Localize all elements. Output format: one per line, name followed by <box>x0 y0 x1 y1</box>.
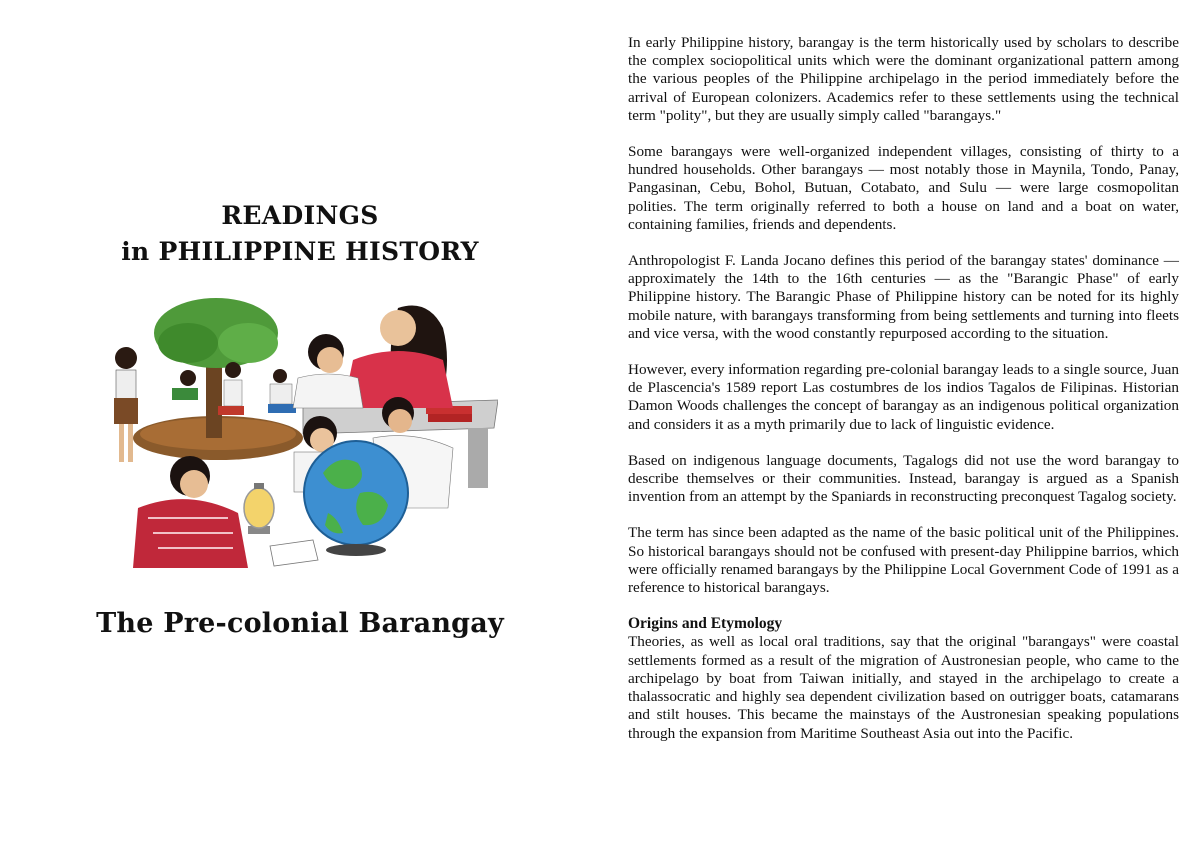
book-title-line2: in PHILIPPINE HISTORY <box>121 237 479 266</box>
paragraph-1: In early Philippine history, barangay is the term historically used by scholars to describe the complex sociopolitical units which were the dominant organizational pattern among the various peoples of the Philippine archipelago in the period immediately before the arrival of European colonizers. Academics refer to these settlements using the technical term "polity", but they are usually simply called "barangays." <box>628 34 1179 124</box>
students-reading-illustration-icon <box>98 288 498 578</box>
book-title-line1: READINGS <box>221 201 379 230</box>
section-heading: Origins and Etymology <box>628 615 783 633</box>
paragraph-5: Based on indigenous language documents, Tagalogs did not use the word barangay to describe themselves or their communities. Instead, barangay is argued as a Spanish invention from an attempt by the Spaniards in reconstructing preconquest Tagalog society. <box>628 451 1179 506</box>
section-paragraph: Theories, as well as local oral traditions, say that the original "barangays" were coastal settlements formed as a result of the migration of Austronesian people, who came to the archipelago by boat from Taiwan initially, and stayed in the archipelago to create a thalassocratic and highly sea dependent civilization based on outrigger boats, catamarans and stilt houses. This became the mainstays of the Austronesian speaking populations through the expansion from Maritime Southeast Asia out into the Pacific. <box>628 633 1179 742</box>
article-body <box>628 34 1179 743</box>
book-subtitle: The Pre-colonial Barangay <box>96 608 504 639</box>
paragraph-6: The term has since been adapted as the name of the basic political unit of the Philippines. So historical barangays should not be confused with present-day Philippine barrios, which were officially renamed barangays by the Philippine Local Government Code of 1991 as a reference to historical barangays. <box>628 524 1179 597</box>
paragraph-4: However, every information regarding pre-colonial barangay leads to a single source, Juan de Plascencia's 1589 report Las costumbres de los indios Tagalos de Filipinas. Historian Damon Woods challenges the concept of barangay as an indigenous political organization and considers it as a myth primarily due to lack of linguistic evidence. <box>628 361 1179 433</box>
paragraph-3: Anthropologist F. Landa Jocano defines this period of the barangay states' dominance — approximately the 14th to the 16th centuries — as the "Barangic Phase" of early Philippine history. The Barangic Phase of Philippine history can be noted for its highly mobile nature, with barangays transforming from being settlements and turning into fleets and vice versa, with the wood constantly repurposed according to the situation. <box>628 252 1179 342</box>
paragraph-2: Some barangays were well-organized independent villages, consisting of thirty to a hundred households. Other barangays — most notably those in Maynila, Tondo, Panay, Pangasinan, Cebu, Bohol, Butuan, Cotabato, and Sulu — were large cosmopolitan polities. The term originally referred to both a house on land and a boat on water, containing families, friends and dependents. <box>628 143 1179 233</box>
